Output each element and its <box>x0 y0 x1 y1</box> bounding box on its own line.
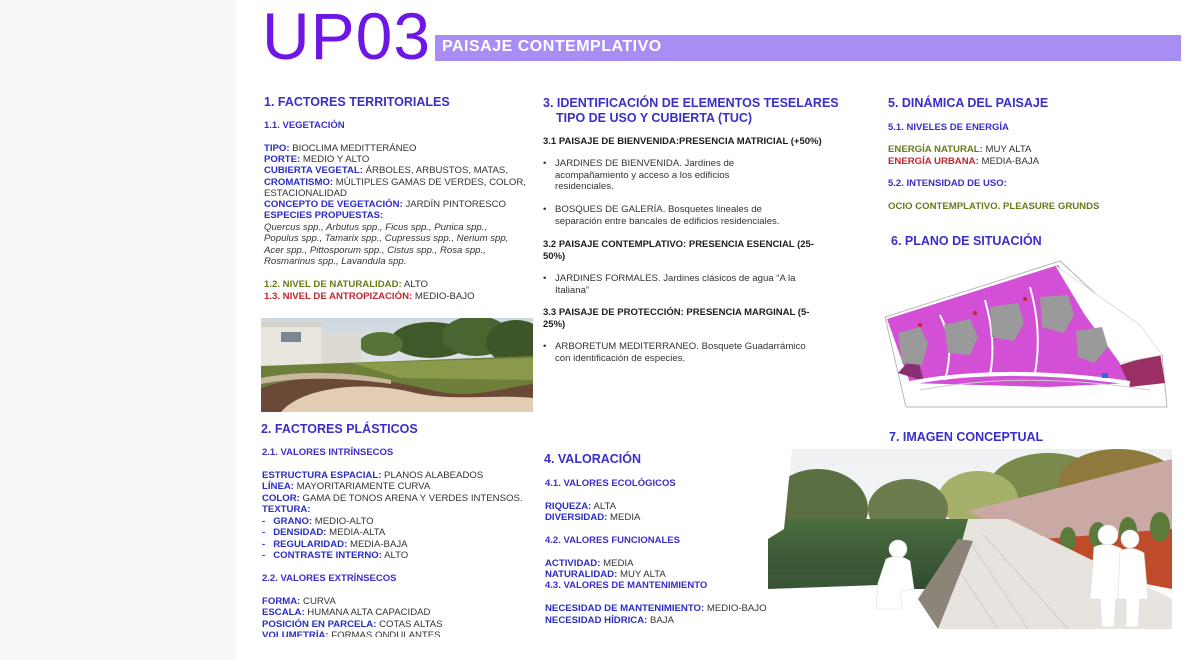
cubierta-row-cont: ESTACIONALIDAD <box>264 188 347 199</box>
contraste-row: - CONTRASTE INTERNO: ALTO <box>262 550 409 561</box>
bullet-bosques-galeria: • BOSQUES DE GALERÍA. Bosquetes lineales de separación entre bancales de edificios residenciales. <box>555 204 780 227</box>
bullet-arboretum: • ARBORETUM MEDITERRANEO. Bosquete Guadarrámico con identificación de especies. <box>555 341 806 364</box>
energia-natural-row: ENERGÍA NATURAL: MUY ALTA <box>888 144 1032 155</box>
heading-dinamica: 5. DINÁMICA DEL PAISAJE <box>888 96 1049 110</box>
heading-factores-territoriales: 1. FACTORES TERRITORIALES <box>264 95 450 109</box>
paisaje-contemplativo-heading: 3.2 PAISAJE CONTEMPLATIVO: PRESENCIA ESENCIAL (25- 50%) <box>543 239 814 262</box>
cubierta-row: CUBIERTA VEGETAL: ÁRBOLES, ARBUSTOS, MATAS, <box>264 165 508 176</box>
bullet-jardines-bienvenida: • JARDINES DE BIENVENIDA. Jardines de acompañamiento y acceso a los edificios residenciales. <box>555 158 734 193</box>
heading-imagen-conceptual: 7. IMAGEN CONCEPTUAL <box>889 430 1044 444</box>
tipo-row: TIPO: BIOCLIMA MEDITTERÁNEO <box>264 143 417 154</box>
paisaje-proteccion-heading: 3.3 PAISAJE DE PROTECCIÓN: PRESENCIA MARGINAL (5- 25%) <box>543 307 810 330</box>
densidad-row: - DENSIDAD: MEDIA-ALTA <box>262 527 386 538</box>
subheading-niveles-energia: 5.1. NIVELES DE ENERGÍA <box>888 122 1009 133</box>
antropizacion-row: 1.3. NIVEL DE ANTROPIZACIÓN: MEDIO-BAJO <box>264 291 475 302</box>
subheading-valores-ecologicos: 4.1. VALORES ECOLÓGICOS <box>545 478 676 489</box>
subheading-valores-mantenimiento: 4.3. VALORES DE MANTENIMIENTO <box>545 580 708 591</box>
sheet-code: UP03 <box>262 0 432 73</box>
volumetria-row: VOLUMETRÍA: FORMAS ONDULANTES <box>262 630 441 637</box>
site-plan <box>880 255 1172 410</box>
cromatismo-row: CROMATISMO: MÚLTIPLES GAMAS DE VERDES, COLOR, <box>264 177 526 188</box>
linea-row: LÍNEA: MAYORITARIAMENTE CURVA <box>262 481 431 492</box>
regularidad-row: - REGULARIDAD: MEDIA-BAJA <box>262 539 408 550</box>
actividad-row: ACTIVIDAD: MEDIA <box>545 558 634 569</box>
heading-valoracion: 4. VALORACIÓN <box>544 452 641 466</box>
subheading-valores-intrinsecos: 2.1. VALORES INTRÍNSECOS <box>262 447 394 458</box>
escala-row: ESCALA: HUMANA ALTA CAPACIDAD <box>262 607 431 618</box>
heading-identificacion-cont: TIPO DE USO Y CUBIERTA (TUC) <box>556 111 753 125</box>
posicion-row: POSICIÓN EN PARCELA: COTAS ALTAS <box>262 619 443 630</box>
forma-row: FORMA: CURVA <box>262 596 336 607</box>
mantenimiento-row: NECESIDAD DE MANTENIMIENTO: MEDIO-BAJO <box>545 603 767 614</box>
estructura-row: ESTRUCTURA ESPACIAL: PLANOS ALABEADOS <box>262 470 484 481</box>
porte-row: PORTE: MEDIO Y ALTO <box>264 154 370 165</box>
subheading-vegetacion: 1.1. VEGETACIÓN <box>264 120 345 131</box>
heading-factores-plasticos: 2. FACTORES PLÁSTICOS <box>261 422 418 436</box>
especies-line: Rosmarinus spp., Lavandula spp. <box>264 256 407 267</box>
concepto-row: CONCEPTO DE VEGETACIÓN: JARDÍN PINTORESCO <box>264 199 507 210</box>
ocio-row: OCIO CONTEMPLATIVO. PLEASURE GRUNDS <box>888 201 1100 212</box>
grano-row: - GRANO: MEDIO-ALTO <box>262 516 374 527</box>
subheading-valores-funcionales: 4.2. VALORES FUNCIONALES <box>545 535 680 546</box>
title-bar <box>435 35 1181 61</box>
especies-line: Quercus spp., Arbutus spp., Ficus spp., Punica spp., <box>264 222 488 233</box>
subheading-intensidad-uso: 5.2. INTENSIDAD DE USO: <box>888 178 1007 189</box>
heading-identificacion: 3. IDENTIFICACIÓN DE ELEMENTOS TESELARES <box>543 96 839 110</box>
especies-label: ESPECIES PROPUESTAS: <box>264 210 384 221</box>
naturalidad-row: NATURALIDAD: MUY ALTA <box>545 569 666 580</box>
diversidad-row: DIVERSIDAD: MEDIA <box>545 512 641 523</box>
bullet-jardines-formales: • JARDINES FORMALES. Jardines clásicos de agua “A la Italiana” <box>555 273 795 296</box>
heading-plano-situacion: 6. PLANO DE SITUACIÓN <box>891 234 1042 248</box>
subheading-valores-extrinsecos: 2.2. VALORES EXTRÍNSECOS <box>262 573 397 584</box>
riqueza-row: RIQUEZA: ALTA <box>545 501 617 512</box>
color-row: COLOR: GAMA DE TONOS ARENA Y VERDES INTENSOS. <box>262 493 523 504</box>
left-margin <box>0 0 236 660</box>
especies-line: Acer spp., Pittosporum spp., Cistus spp., Rosa spp., <box>264 245 486 256</box>
naturalidad-row: 1.2. NIVEL DE NATURALIDAD: ALTO <box>264 279 429 290</box>
paisaje-bienvenida-heading: 3.1 PAISAJE DE BIENVENIDA:PRESENCIA MATRICIAL (+50%) <box>543 136 822 147</box>
energia-urbana-row: ENERGÍA URBANA: MEDIA-BAJA <box>888 156 1040 167</box>
textura-label: TEXTURA: <box>262 504 311 515</box>
sheet-title: PAISAJE CONTEMPLATIVO <box>442 38 662 55</box>
conceptual-image <box>768 449 1172 629</box>
hidrica-row: NECESIDAD HÍDRICA: BAJA <box>545 615 675 626</box>
landscape-photo <box>261 318 533 412</box>
especies-line: Populus spp., Tamarix spp., Cupressus spp., Nerium spp, <box>264 233 509 244</box>
